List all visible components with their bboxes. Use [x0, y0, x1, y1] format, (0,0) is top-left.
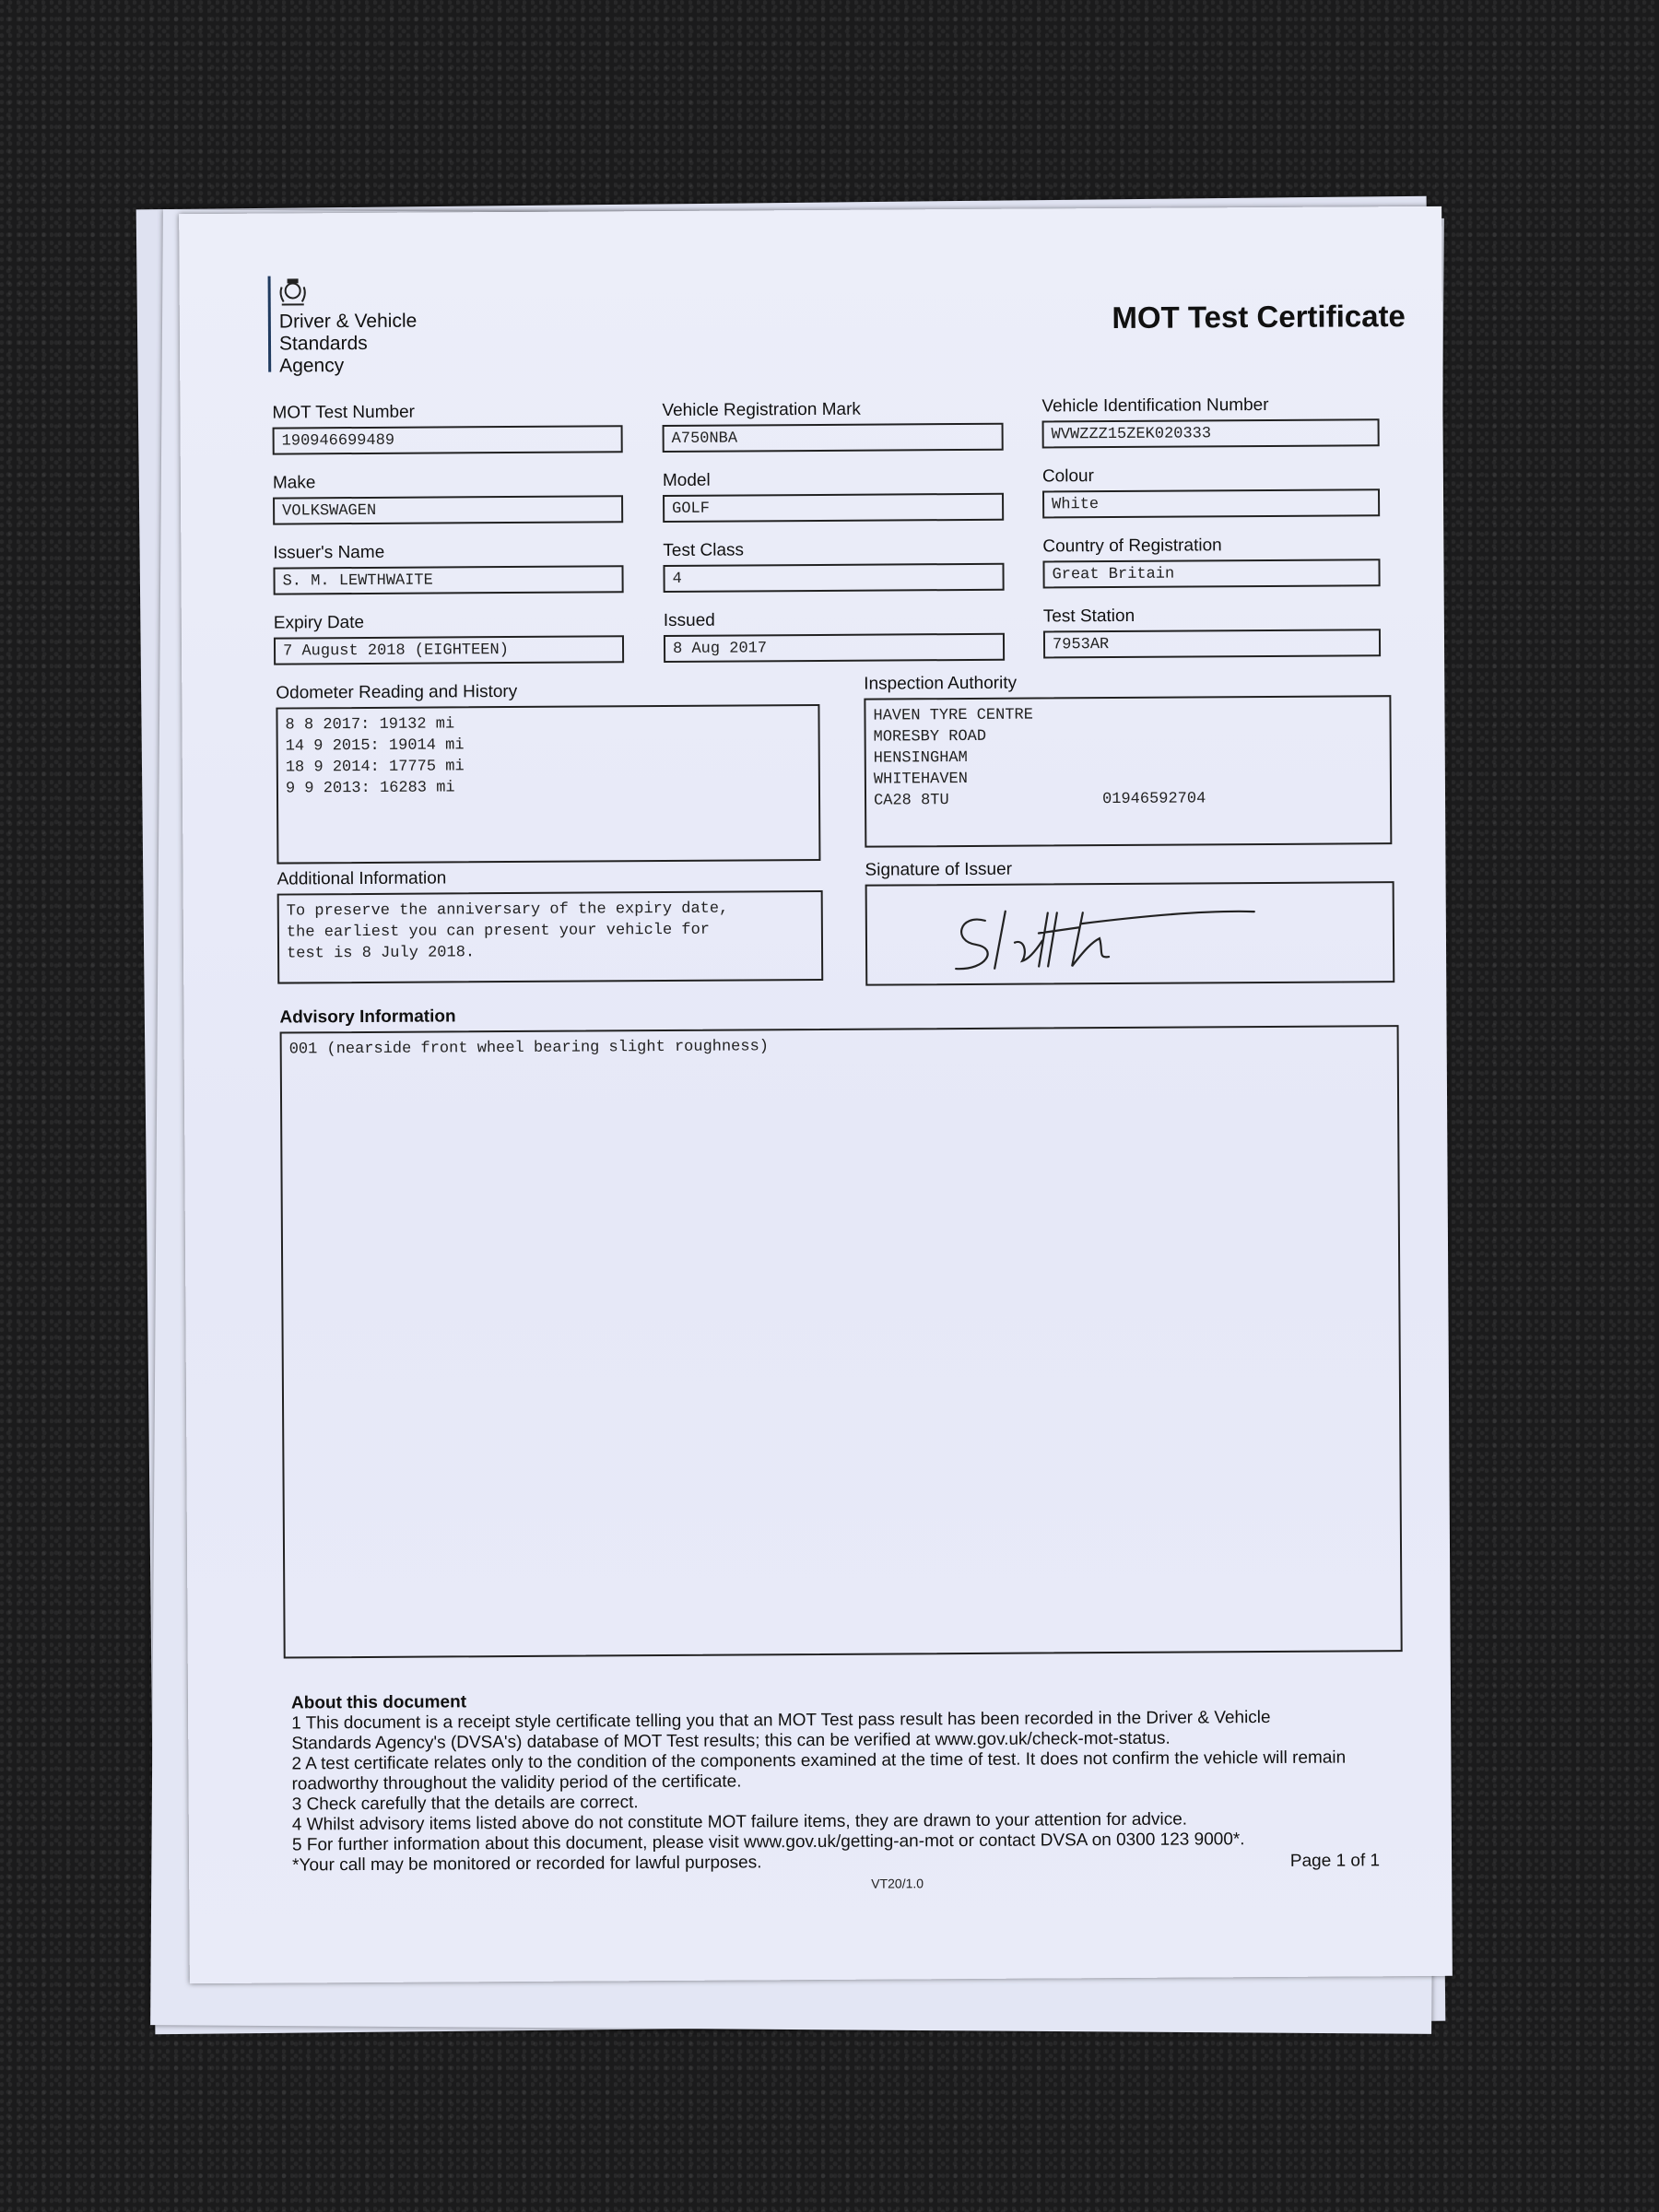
- signature-box: [865, 881, 1395, 986]
- registration-label: Vehicle Registration Mark: [662, 399, 861, 421]
- test-station-field: 7953AR: [1043, 629, 1381, 658]
- test-station-label: Test Station: [1042, 606, 1135, 627]
- certificate-title: MOT Test Certificate: [1112, 299, 1406, 335]
- model-label: Model: [662, 470, 711, 491]
- about-line: 1 This document is a receipt style certificate telling you that an MOT Test pass result has been recorded in the Driver & Vehicle: [291, 1707, 1271, 1734]
- issued-label: Issued: [663, 610, 715, 630]
- mot-test-number-label: MOT Test Number: [272, 402, 416, 423]
- expiry-label: Expiry Date: [273, 612, 365, 633]
- address-line: WHITEHAVEN: [873, 770, 969, 789]
- vin-field: WVWZZZ15ZEK020333: [1042, 418, 1380, 448]
- make-label: Make: [272, 473, 316, 493]
- mot-certificate: [179, 206, 1453, 1983]
- agency-name: [279, 311, 418, 378]
- address-line: HENSINGHAM: [873, 748, 968, 768]
- odometer-entry: 9 9 2013: 16283 mi: [285, 779, 455, 798]
- address-line: CA28 8TU: [873, 792, 949, 810]
- about-heading: About this document: [290, 1692, 467, 1713]
- signature-label: Signature of Issuer: [865, 859, 1013, 880]
- additional-info-label: Additional Information: [276, 868, 447, 889]
- colour-field: White: [1042, 488, 1380, 518]
- inspection-authority-label: Inspection Authority: [864, 673, 1018, 694]
- advisory-label: Advisory Information: [279, 1006, 456, 1028]
- vin-label: Vehicle Identification Number: [1041, 394, 1269, 417]
- about-line: Standards Agency's (DVSA's) database of MOT Test results; this can be verified at www.gov.uk/check-mot-status.: [291, 1728, 1171, 1754]
- odometer-entry: 14 9 2015: 19014 mi: [285, 736, 465, 756]
- page-number: Page 1 of 1: [1289, 1851, 1381, 1871]
- issuer-field: S. M. LEWTHWAITE: [273, 565, 623, 594]
- additional-line: To preserve the anniversary of the expiry date,: [286, 900, 729, 921]
- additional-line: the earliest you can present your vehicle for: [286, 921, 711, 942]
- country-label: Country of Registration: [1042, 535, 1222, 557]
- make-field: VOLKSWAGEN: [273, 495, 623, 524]
- royal-crest-icon: [276, 277, 310, 309]
- form-code: VT20/1.0: [871, 1876, 924, 1891]
- expiry-field: 7 August 2018 (EIGHTEEN): [274, 635, 624, 665]
- test-class-field: 4: [663, 563, 1004, 593]
- issued-field: 8 Aug 2017: [664, 633, 1005, 663]
- advisory-info: [280, 1025, 1403, 1658]
- additional-info: [277, 890, 824, 984]
- about-document: [291, 1687, 1426, 1877]
- additional-line: test is 8 July 2018.: [286, 944, 476, 963]
- odometer-history: [276, 704, 820, 865]
- about-line: 5 For further information about this document, please visit www.gov.uk/getting-an-mot or contact DVSA on 0300 123 9000*.: [291, 1830, 1245, 1855]
- inspection-authority: [864, 695, 1392, 847]
- advisory-item: 001 (nearside front wheel bearing slight roughness): [288, 1038, 770, 1059]
- about-line: *Your call may be monitored or recorded for lawful purposes.: [292, 1853, 762, 1876]
- about-line: 3 Check carefully that the details are correct.: [291, 1793, 639, 1815]
- model-field: GOLF: [663, 493, 1004, 523]
- agency-line: Agency: [279, 355, 345, 377]
- address-line: HAVEN TYRE CENTRE: [873, 706, 1033, 725]
- agency-line: Driver & Vehicle: [278, 310, 418, 333]
- inspection-phone: 01946592704: [1101, 790, 1206, 809]
- issuer-label: Issuer's Name: [273, 542, 385, 563]
- country-field: Great Britain: [1042, 559, 1380, 588]
- agency-bar: [268, 276, 272, 372]
- colour-label: Colour: [1041, 466, 1094, 487]
- test-class-label: Test Class: [663, 540, 745, 561]
- odometer-entry: 18 9 2014: 17775 mi: [285, 758, 465, 777]
- about-line: 2 A test certificate relates only to the condition of the components examined at the time of test. It does not confirm the vehicle will remain: [291, 1747, 1347, 1774]
- odometer-label: Odometer Reading and History: [276, 681, 518, 703]
- agency-line: Standards: [278, 332, 368, 355]
- signature-icon: [867, 883, 1397, 988]
- mot-test-number-field: 190946699489: [273, 425, 623, 454]
- about-line: 4 Whilst advisory items listed above do not constitute MOT failure items, they are drawn to your attention for advice.: [291, 1809, 1188, 1835]
- odometer-entry: 8 8 2017: 19132 mi: [285, 715, 455, 735]
- registration-field: A750NBA: [663, 423, 1004, 453]
- about-line: roadworthy throughout the validity period of the certificate.: [291, 1771, 742, 1794]
- address-line: MORESBY ROAD: [873, 727, 987, 747]
